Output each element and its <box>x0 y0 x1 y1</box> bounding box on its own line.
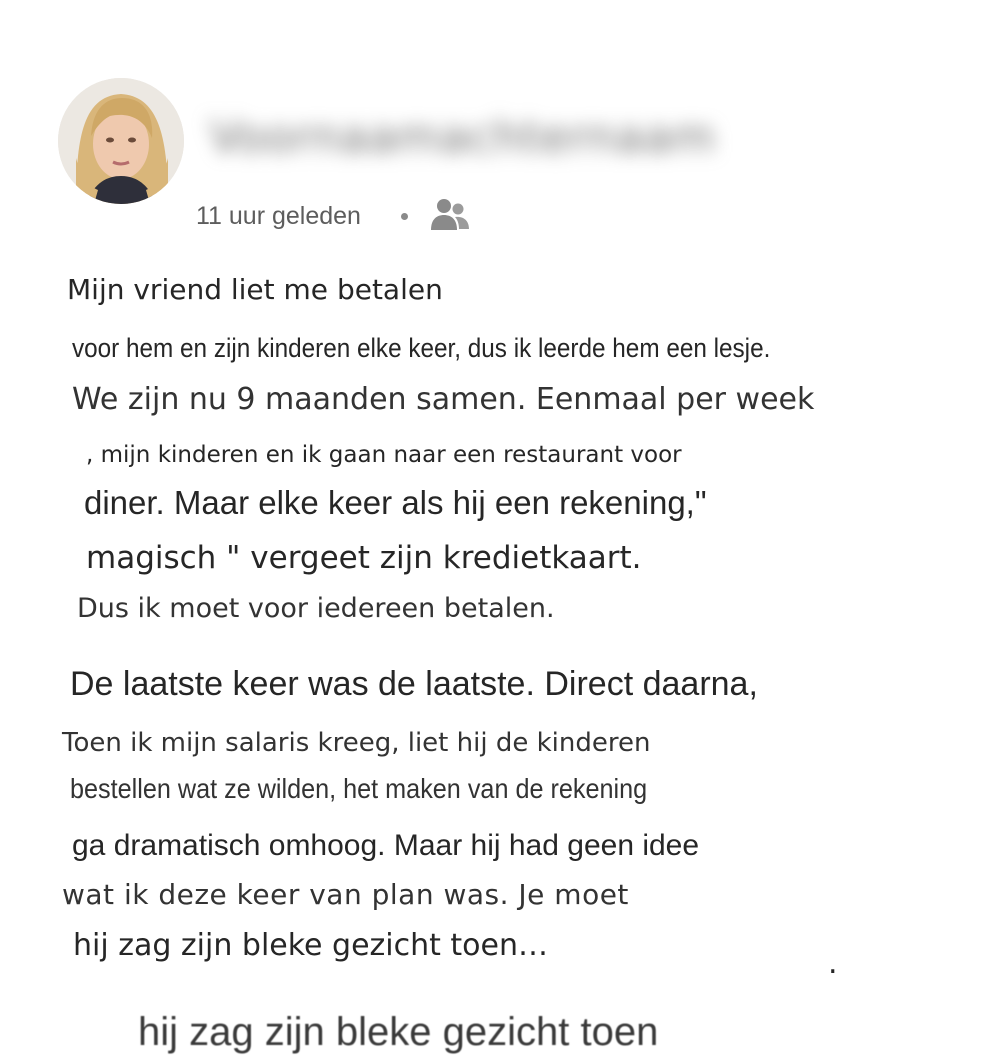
post-text-line: ga dramatisch omhoog. Maar hij had geen idee <box>72 829 700 862</box>
separator-dot <box>401 213 408 220</box>
post-text-line: We zijn nu 9 maanden samen. Eenmaal per week <box>72 382 815 417</box>
post-text-line: Toen ik mijn salaris kreeg, liet hij de kinderen <box>62 728 651 758</box>
post-text-line: wat ik deze keer van plan was. Je moet <box>62 878 629 911</box>
post-text-line: Dus ik moet voor iedereen betalen. <box>77 593 555 624</box>
profile-photo <box>58 78 184 204</box>
trailing-mark: . <box>828 946 838 981</box>
avatar[interactable] <box>58 78 184 204</box>
post-text-line: Mijn vriend liet me betalen <box>67 273 443 306</box>
post-text-line: De laatste keer was de laatste. Direct daarna, <box>70 665 758 703</box>
post-timestamp[interactable]: 11 uur geleden <box>196 201 361 230</box>
post-text-line: magisch " vergeet zijn kredietkaart. <box>86 540 642 576</box>
cut-off-text-line: hij zag zijn bleke gezicht toen <box>138 1010 659 1054</box>
post-meta <box>196 196 472 236</box>
post-text-line: bestellen wat ze wilden, het maken van de rekening <box>70 773 648 804</box>
post-text-line: hij zag zijn bleke gezicht toen… <box>73 928 549 963</box>
post-text-line: diner. Maar elke keer als hij een rekening," <box>84 484 707 521</box>
post-text-line: voor hem en zijn kinderen elke keer, dus ik leerde hem een lesje. <box>72 333 771 363</box>
post-text-line: , mijn kinderen en ik gaan naar een restaurant voor <box>86 442 682 468</box>
friends-icon[interactable] <box>428 196 472 236</box>
author-name[interactable]: Voornaamachternaam <box>210 112 716 163</box>
